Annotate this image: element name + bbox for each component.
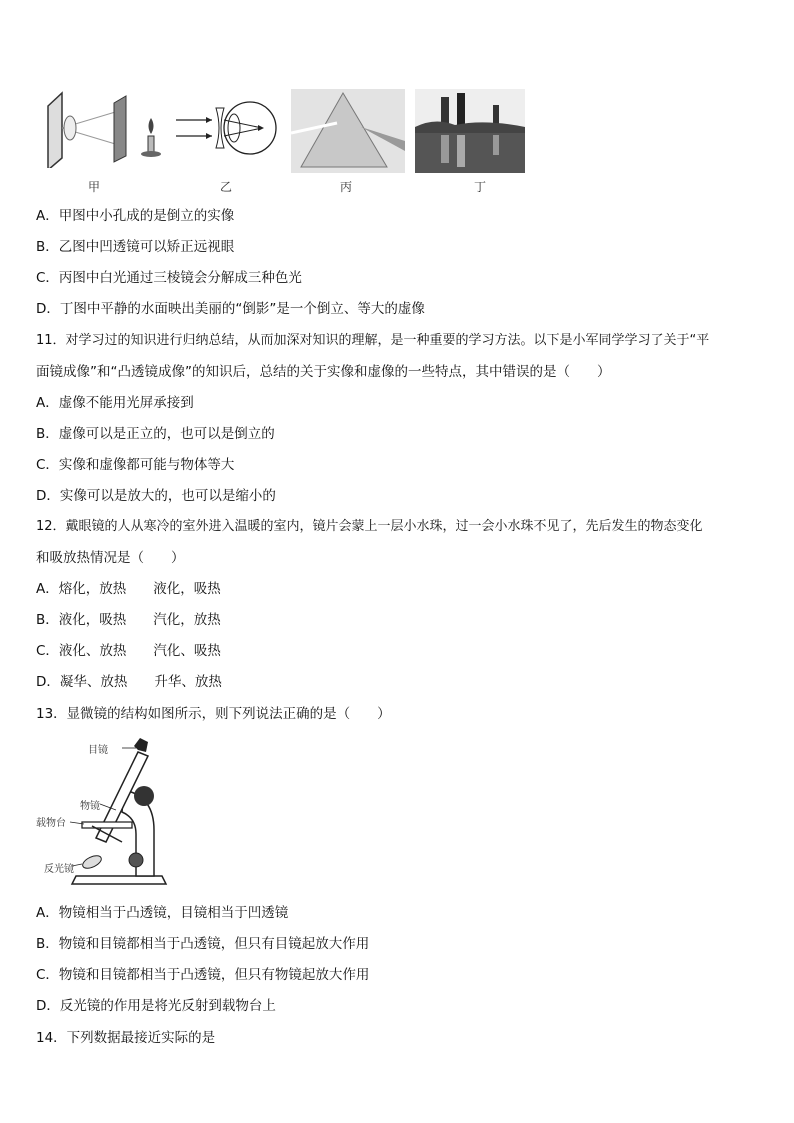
q11-stem-line1: 11．对学习过的知识进行归纳总结，从而加深对知识的理解，是一种重要的学习方法。以下是小军同学学习了关于“平 [36, 333, 710, 348]
q11-option-c: C．实像和虚像都可能与物体等大 [36, 457, 235, 473]
caption-ding: 丁 [474, 180, 487, 194]
q10-option-a: A．甲图中小孔成的是倒立的实像 [36, 208, 235, 224]
label-objective: 物镜 [80, 801, 100, 812]
figure-reflection-photo [415, 89, 525, 173]
q13-stem: 13．显微镜的结构如图所示，则下列说法正确的是（ ） [36, 706, 391, 722]
q11-option-d: D．实像可以是放大的，也可以是缩小的 [36, 488, 276, 504]
caption-yi: 乙 [220, 180, 233, 194]
label-eyepiece: 目镜 [88, 745, 108, 756]
caption-jia: 甲 [88, 180, 101, 194]
q10-option-d: D．丁图中平静的水面映出美丽的“倒影”是一个倒立、等大的虚像 [36, 301, 425, 317]
q13-option-d: D．反光镜的作用是将光反射到载物台上 [36, 998, 276, 1014]
q12-option-b: B．液化，吸热 汽化，放热 [36, 612, 221, 628]
q11-stem-line2: 面镜成像”和“凸透镜成像”的知识后，总结的关于实像和虚像的一些特点，其中错误的是（ ） [36, 364, 611, 380]
q13-option-a: A．物镜相当于凸透镜，目镜相当于凹透镜 [36, 905, 289, 921]
figure-prism [291, 89, 405, 173]
q13-option-b: B．物镜和目镜都相当于凸透镜，但只有目镜起放大作用 [36, 936, 370, 952]
figure-pinhole [40, 88, 170, 168]
q14-stem: 14．下列数据最接近实际的是 [36, 1030, 216, 1046]
figure-eye-lens [172, 100, 292, 160]
q12-option-d: D．凝华、放热 升华、放热 [36, 674, 222, 690]
caption-bing: 丙 [340, 180, 353, 194]
q13-option-c: C．物镜和目镜都相当于凸透镜，但只有物镜起放大作用 [36, 967, 370, 983]
label-mirror: 反光镜 [44, 864, 74, 875]
q10-option-b: B．乙图中凹透镜可以矫正远视眼 [36, 239, 235, 255]
q12-stem-line2: 和吸放热情况是（ ） [36, 550, 185, 566]
label-stage: 载物台 [36, 818, 66, 829]
q11-option-a: A．虚像不能用光屏承接到 [36, 395, 194, 411]
q12-option-a: A．熔化，放热 液化，吸热 [36, 581, 221, 597]
q12-option-c: C．液化、放热 汽化、吸热 [36, 643, 221, 659]
q11-option-b: B．虚像可以是正立的，也可以是倒立的 [36, 426, 275, 442]
q12-stem-line1: 12．戴眼镜的人从寒冷的室外进入温暖的室内，镜片会蒙上一层小水珠，过一会小水珠不见了，先后发生的物态变化 [36, 519, 703, 534]
q10-option-c: C．丙图中白光通过三棱镜会分解成三种色光 [36, 270, 302, 286]
